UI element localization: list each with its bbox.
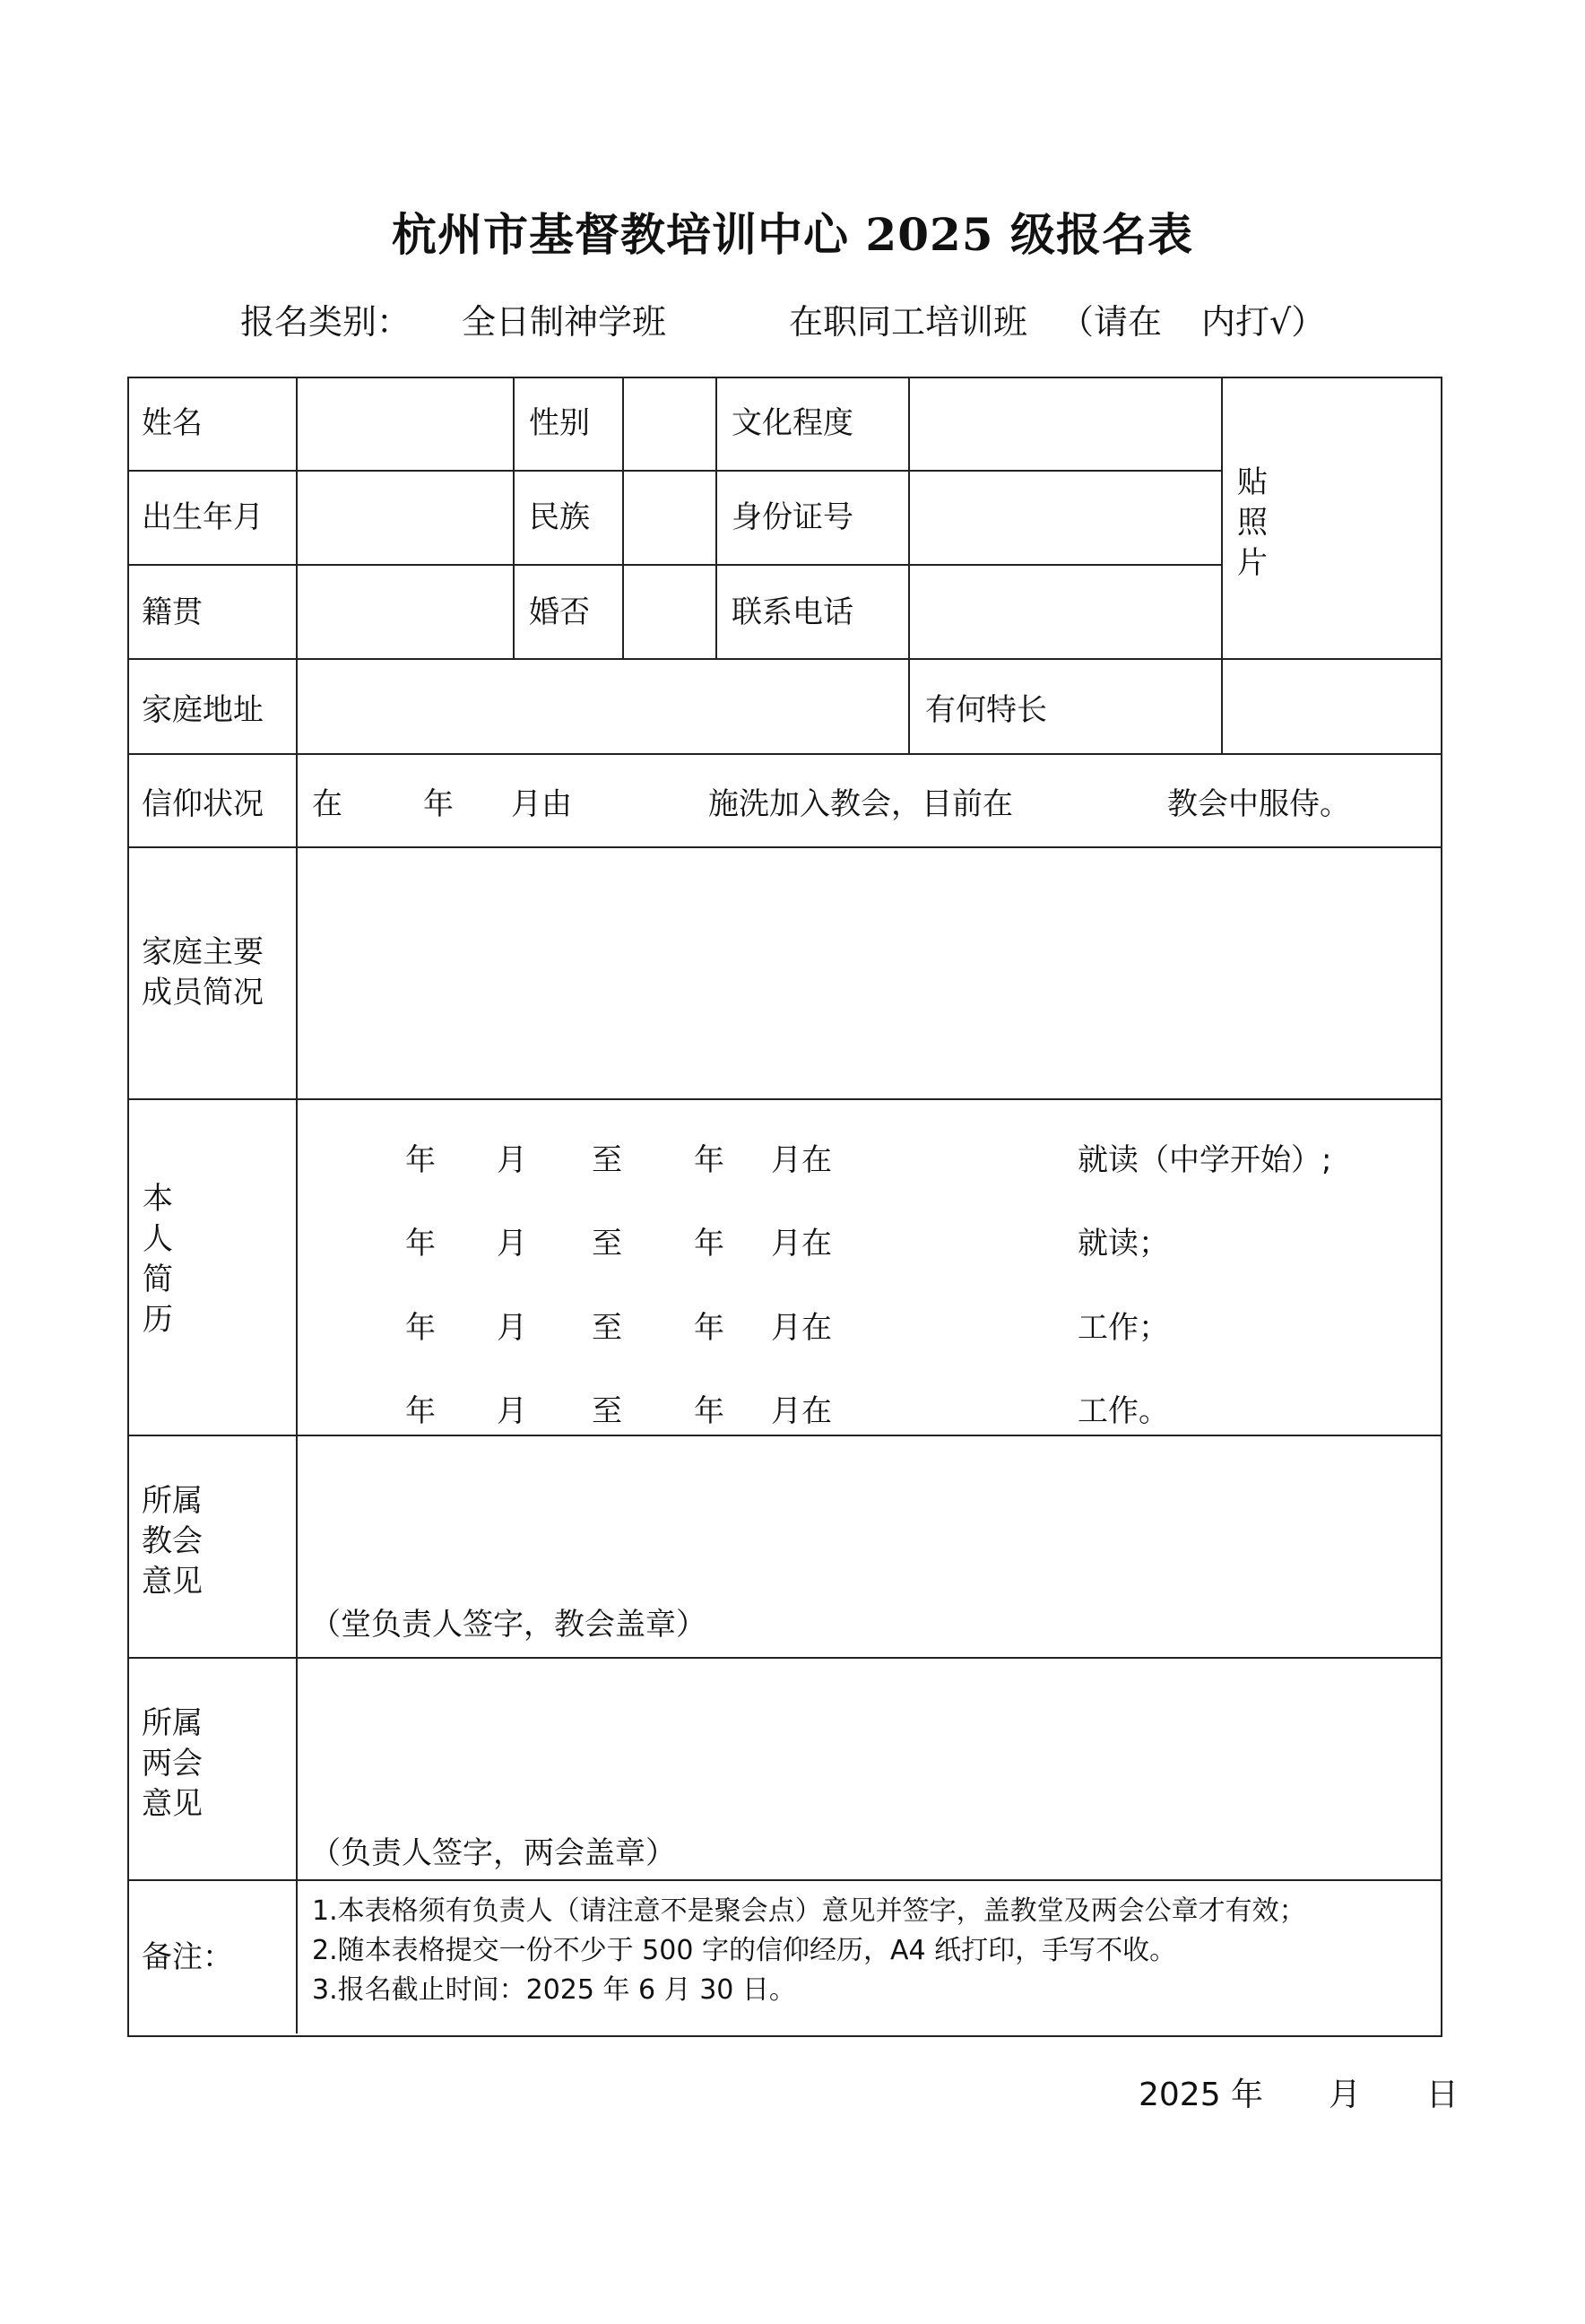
resume-row-4-year-from: 年 bbox=[405, 1393, 436, 1429]
label-specialty: 有何特长 bbox=[925, 692, 1047, 728]
input-address[interactable] bbox=[298, 659, 908, 753]
council-opinion-note: （负责人签字，两会盖章） bbox=[310, 1835, 676, 1871]
photo-char-2: 照 bbox=[1237, 505, 1268, 541]
resume-row-2-end: 就读； bbox=[1078, 1226, 1169, 1262]
resume-row-4-year-to: 年 bbox=[694, 1393, 724, 1429]
remark-3: 3.报名截止时间：2025 年 6 月 30 日。 bbox=[312, 1974, 796, 2006]
label-birth: 出生年月 bbox=[142, 499, 264, 535]
remark-1: 1.本表格须有负责人（请注意不是聚会点）意见并签字，盖教堂及两会公章才有效； bbox=[312, 1895, 1306, 1927]
label-phone: 联系电话 bbox=[732, 594, 853, 630]
photo-char-3: 片 bbox=[1237, 545, 1268, 581]
date-year: 2025 年 bbox=[1139, 2077, 1264, 2113]
faith-at: 在 bbox=[312, 786, 342, 822]
resume-row-1-end: 就读（中学开始）; bbox=[1078, 1142, 1332, 1178]
resume-row-1-month-at: 月在 bbox=[771, 1142, 832, 1178]
resume-row-1-to: 至 bbox=[592, 1142, 622, 1178]
resume-row-2-year-from: 年 bbox=[405, 1226, 436, 1262]
category-hint-prefix: （请在 bbox=[1060, 302, 1163, 342]
category-label: 报名类别： bbox=[240, 302, 411, 342]
resume-row-2-month-from: 月 bbox=[497, 1226, 527, 1262]
label-name: 姓名 bbox=[142, 405, 203, 441]
input-id-number[interactable] bbox=[910, 471, 1221, 564]
category-hint-suffix: 内打√） bbox=[1201, 302, 1326, 342]
date-day: 日 bbox=[1425, 2077, 1459, 2113]
label-church-opinion: 所属 教会 意见 bbox=[142, 1483, 203, 1600]
resume-row-3-month-from: 月 bbox=[497, 1310, 527, 1346]
resume-row-2-month-at: 月在 bbox=[771, 1226, 832, 1262]
label-education: 文化程度 bbox=[732, 405, 853, 441]
label-faith-status: 信仰状况 bbox=[142, 786, 264, 822]
label-council-opinion: 所属 两会 意见 bbox=[142, 1705, 203, 1822]
input-education[interactable] bbox=[910, 377, 1221, 470]
resume-row-3-year-to: 年 bbox=[694, 1310, 724, 1346]
faith-month-by: 月由 bbox=[511, 786, 572, 822]
remark-2: 2.随本表格提交一份不少于 500 字的信仰经历，A4 纸打印，手写不收。 bbox=[312, 1935, 1177, 1966]
input-name[interactable] bbox=[298, 377, 513, 470]
input-phone[interactable] bbox=[910, 565, 1221, 658]
label-gender: 性别 bbox=[529, 405, 590, 441]
faith-serving: 教会中服侍。 bbox=[1167, 786, 1350, 822]
input-ethnicity[interactable] bbox=[624, 471, 715, 564]
resume-row-1-year-from: 年 bbox=[405, 1142, 436, 1178]
label-resume: 本 人 简 历 bbox=[143, 1181, 173, 1338]
input-family[interactable] bbox=[298, 848, 1441, 1098]
registration-form-table bbox=[127, 377, 1442, 2037]
resume-row-4-to: 至 bbox=[592, 1393, 622, 1429]
remarks-list bbox=[312, 1892, 1306, 2010]
resume-row-1-year-to: 年 bbox=[694, 1142, 724, 1178]
label-marital: 婚否 bbox=[529, 594, 590, 630]
label-native-place: 籍贯 bbox=[142, 594, 203, 630]
form-title: 杭州市基督教培训中心 2025 级报名表 bbox=[392, 208, 1193, 261]
faith-baptized: 施洗加入教会，目前在 bbox=[708, 786, 1013, 822]
label-remarks: 备注： bbox=[142, 1939, 233, 1975]
label-family: 家庭主要 成员简况 bbox=[142, 934, 264, 1010]
date-month: 月 bbox=[1328, 2077, 1361, 2113]
resume-row-2-to: 至 bbox=[592, 1226, 622, 1262]
input-birth[interactable] bbox=[298, 471, 513, 564]
faith-year: 年 bbox=[423, 786, 454, 822]
resume-row-1-month-from: 月 bbox=[497, 1142, 527, 1178]
input-specialty[interactable] bbox=[1223, 659, 1441, 753]
category-option-inservice[interactable]: 在职同工培训班 bbox=[789, 302, 1028, 342]
label-address: 家庭地址 bbox=[142, 692, 264, 728]
input-marital[interactable] bbox=[624, 565, 715, 658]
church-opinion-note: （堂负责人签字，教会盖章） bbox=[310, 1607, 706, 1643]
label-ethnicity: 民族 bbox=[529, 499, 590, 535]
date-line bbox=[1139, 2069, 1459, 2115]
resume-row-3-month-at: 月在 bbox=[771, 1310, 832, 1346]
resume-row-4-end: 工作。 bbox=[1078, 1393, 1169, 1429]
input-gender[interactable] bbox=[624, 377, 715, 470]
resume-row-3-to: 至 bbox=[592, 1310, 622, 1346]
category-option-fulltime[interactable]: 全日制神学班 bbox=[462, 302, 667, 342]
label-id-number: 身份证号 bbox=[732, 499, 853, 535]
resume-row-4-month-at: 月在 bbox=[771, 1393, 832, 1429]
resume-row-2-year-to: 年 bbox=[694, 1226, 724, 1262]
input-native-place[interactable] bbox=[298, 565, 513, 658]
photo-char-1: 贴 bbox=[1237, 464, 1268, 500]
resume-row-3-year-from: 年 bbox=[405, 1310, 436, 1346]
resume-row-4-month-from: 月 bbox=[497, 1393, 527, 1429]
resume-row-3-end: 工作； bbox=[1078, 1310, 1169, 1346]
